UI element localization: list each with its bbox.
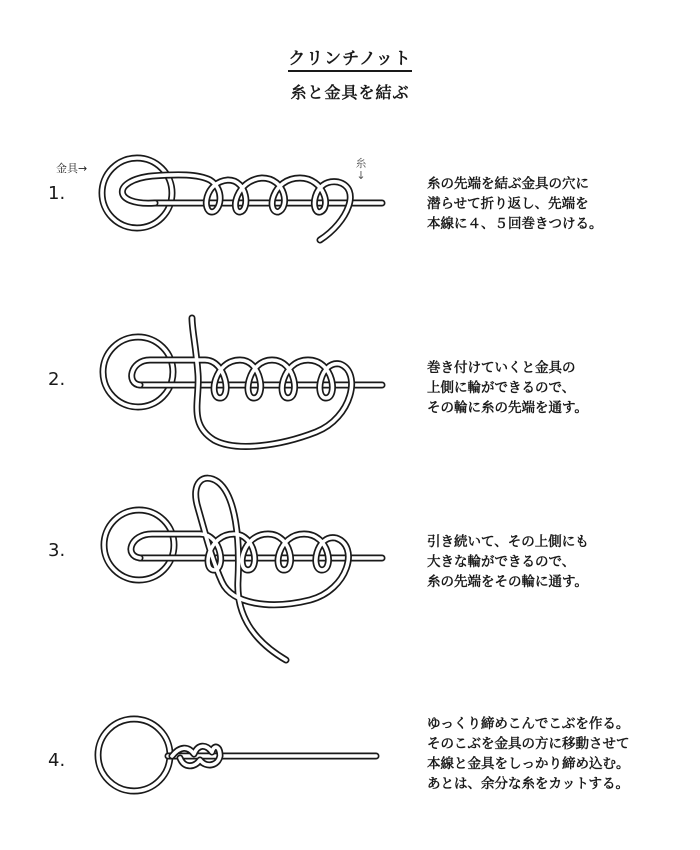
step-3-line-1: 引き続いて、その上側にも [427,534,589,550]
step-2-number: 2. [48,369,66,390]
step-1-ring [102,158,172,228]
step-3-number: 3. [48,540,66,561]
step-3-figure [104,478,382,660]
step-2-ring [103,337,173,407]
step-3-line-2: 大きな輪ができるので、 [427,554,576,570]
step-4-line-2: そのこぶを金具の方に移動させて [427,736,630,752]
page-subtitle: 糸と金具を結ぶ [290,83,410,102]
step-4-number: 4. [48,750,66,771]
line-label-arrow: ↓ [356,169,366,182]
step-4-figure [98,719,376,791]
step-1-line-3: 本線に４、５回巻きつける。 [427,216,603,232]
step-3-line-3: 糸の先端をその輪に通す。 [427,574,588,590]
step-1-figure [102,158,382,240]
step-4-ring [98,719,170,791]
title-text: クリンチノット [288,49,412,72]
step-1-line-1: 糸の先端を結ぶ金具の穴に [427,176,589,192]
line-label-char: 糸 [355,157,367,170]
step-2-line-2: 上側に輪ができるので、 [427,380,576,396]
step-1-line-2: 潜らせて折り返し、先端を [427,196,589,212]
step-2-figure [103,318,382,446]
step-1-tag-line [122,175,350,240]
hardware-label: 金具→ [56,162,88,175]
step-2-line-1: 巻き付けていくと金具の [427,360,576,376]
step-2-line-3: その輪に糸の先端を通す。 [427,400,588,416]
step-4-line-3: 本線と金具をしっかり締め込む。 [427,756,630,772]
step-1-number: 1. [48,183,66,204]
step-4-line-4: あとは、余分な糸をカットする。 [427,776,629,792]
step-3-ring [104,510,174,580]
step-4-line-1: ゆっくり締めこんでこぶを作る。 [427,716,630,732]
